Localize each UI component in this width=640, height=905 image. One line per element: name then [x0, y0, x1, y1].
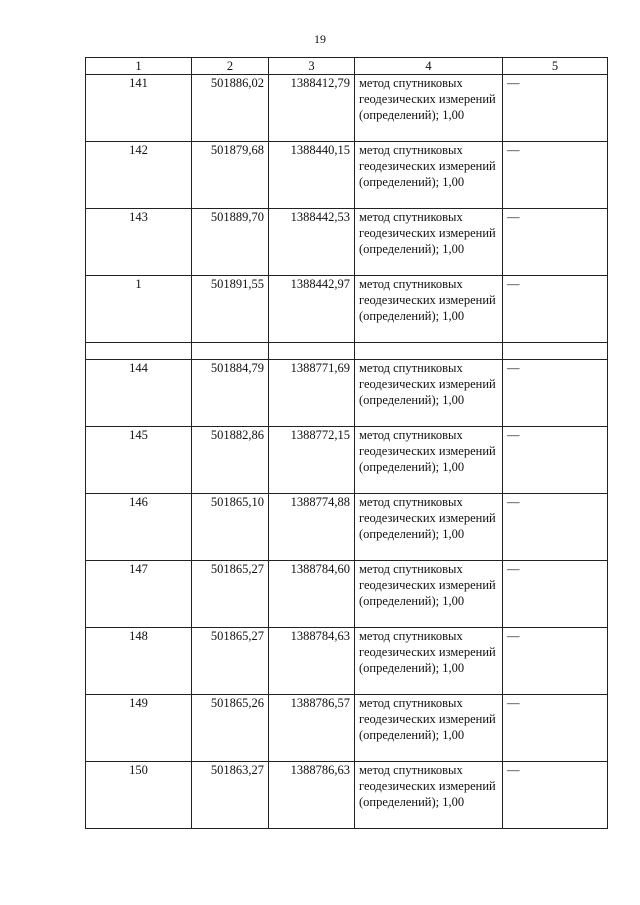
- point-number-cell: 145: [86, 427, 192, 494]
- x-coordinate-cell: 501865,10: [192, 494, 269, 561]
- table-row: [86, 276, 608, 343]
- table-row: [86, 762, 608, 829]
- table-row: [86, 360, 608, 427]
- coordinates-table: [85, 57, 608, 829]
- point-number-cell: 147: [86, 561, 192, 628]
- x-coordinate-cell: 501865,26: [192, 695, 269, 762]
- x-coordinate-cell: 501865,27: [192, 628, 269, 695]
- note-cell: —: [503, 628, 608, 695]
- table-row: [86, 494, 608, 561]
- method-cell: метод спутниковых геодезических измерений (определений); 1,00: [355, 628, 503, 695]
- method-cell: метод спутниковых геодезических измерений (определений); 1,00: [355, 695, 503, 762]
- y-coordinate-cell: 1388784,60: [269, 561, 355, 628]
- y-coordinate-cell: 1388786,57: [269, 695, 355, 762]
- column-header: 5: [503, 58, 608, 75]
- x-coordinate-cell: 501863,27: [192, 762, 269, 829]
- table-header: [86, 58, 608, 75]
- y-coordinate-cell: 1388774,88: [269, 494, 355, 561]
- note-cell: —: [503, 561, 608, 628]
- note-cell: —: [503, 494, 608, 561]
- empty-cell: [503, 343, 608, 360]
- table-row: [86, 695, 608, 762]
- table-row: [86, 75, 608, 142]
- note-cell: —: [503, 695, 608, 762]
- point-number-cell: 1: [86, 276, 192, 343]
- point-number-cell: 149: [86, 695, 192, 762]
- y-coordinate-cell: 1388786,63: [269, 762, 355, 829]
- point-number-cell: 142: [86, 142, 192, 209]
- note-cell: —: [503, 209, 608, 276]
- y-coordinate-cell: 1388412,79: [269, 75, 355, 142]
- column-header: 2: [192, 58, 269, 75]
- method-cell: метод спутниковых геодезических измерений (определений); 1,00: [355, 561, 503, 628]
- point-number-cell: 148: [86, 628, 192, 695]
- y-coordinate-cell: 1388772,15: [269, 427, 355, 494]
- method-cell: метод спутниковых геодезических измерений (определений); 1,00: [355, 494, 503, 561]
- y-coordinate-cell: 1388771,69: [269, 360, 355, 427]
- x-coordinate-cell: 501891,55: [192, 276, 269, 343]
- method-cell: метод спутниковых геодезических измерений (определений); 1,00: [355, 142, 503, 209]
- table-row: [86, 628, 608, 695]
- empty-cell: [86, 343, 192, 360]
- note-cell: —: [503, 762, 608, 829]
- method-cell: метод спутниковых геодезических измерений (определений); 1,00: [355, 762, 503, 829]
- table-body: [86, 75, 608, 829]
- table-row: [86, 561, 608, 628]
- x-coordinate-cell: 501865,27: [192, 561, 269, 628]
- method-cell: метод спутниковых геодезических измерений (определений); 1,00: [355, 276, 503, 343]
- empty-cell: [355, 343, 503, 360]
- note-cell: —: [503, 75, 608, 142]
- method-cell: метод спутниковых геодезических измерений (определений); 1,00: [355, 360, 503, 427]
- note-cell: —: [503, 276, 608, 343]
- note-cell: —: [503, 427, 608, 494]
- table-row: [86, 427, 608, 494]
- x-coordinate-cell: 501884,79: [192, 360, 269, 427]
- page-number: 19: [314, 32, 326, 46]
- table-row: [86, 209, 608, 276]
- column-header: 4: [355, 58, 503, 75]
- note-cell: —: [503, 360, 608, 427]
- x-coordinate-cell: 501882,86: [192, 427, 269, 494]
- x-coordinate-cell: 501889,70: [192, 209, 269, 276]
- y-coordinate-cell: 1388440,15: [269, 142, 355, 209]
- x-coordinate-cell: 501879,68: [192, 142, 269, 209]
- column-header: 1: [86, 58, 192, 75]
- method-cell: метод спутниковых геодезических измерений (определений); 1,00: [355, 427, 503, 494]
- method-cell: метод спутниковых геодезических измерений (определений); 1,00: [355, 209, 503, 276]
- note-cell: —: [503, 142, 608, 209]
- table-row: [86, 142, 608, 209]
- point-number-cell: 146: [86, 494, 192, 561]
- method-cell: метод спутниковых геодезических измерений (определений); 1,00: [355, 75, 503, 142]
- header-row: [86, 58, 608, 75]
- column-header: 3: [269, 58, 355, 75]
- point-number-cell: 143: [86, 209, 192, 276]
- empty-cell: [192, 343, 269, 360]
- y-coordinate-cell: 1388784,63: [269, 628, 355, 695]
- y-coordinate-cell: 1388442,97: [269, 276, 355, 343]
- y-coordinate-cell: 1388442,53: [269, 209, 355, 276]
- empty-cell: [269, 343, 355, 360]
- point-number-cell: 141: [86, 75, 192, 142]
- point-number-cell: 150: [86, 762, 192, 829]
- x-coordinate-cell: 501886,02: [192, 75, 269, 142]
- separator-row: [86, 343, 608, 360]
- point-number-cell: 144: [86, 360, 192, 427]
